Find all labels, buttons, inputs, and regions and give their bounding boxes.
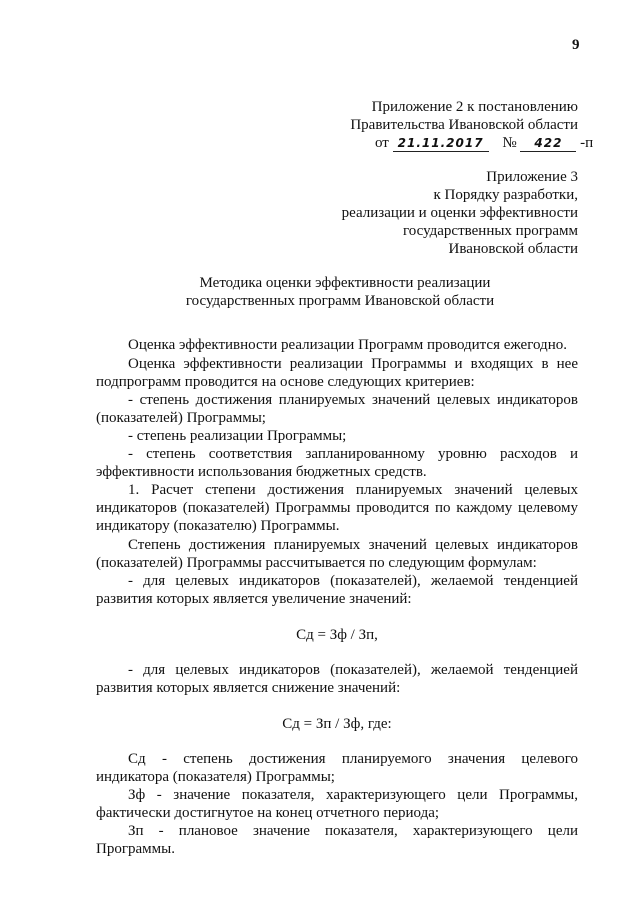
criteria-3-line-1: - степень соответствия запланированному уровню расходов и [128,446,578,462]
formula-1: Сд = Зф / Зп, [296,627,378,643]
criteria-1-line-2: (показателей) Программы; [96,410,266,426]
header-line-1: Приложение 2 к постановлению [371,99,578,115]
paragraph-2-line-2: подпрограмм проводится на основе следующих критериев: [96,374,475,390]
section-1-line-3: индикатору (показателю) Программы. [96,518,340,534]
appendix-line-1: Приложение 3 [486,169,578,185]
definition-sd-line-1: Сд - степень достижения планируемого значения целевого [128,751,578,767]
handwritten-date: 21.11.2017 [393,136,489,152]
paragraph-9-line-1: - для целевых индикаторов (показателей), желаемой тенденцией [128,662,578,678]
criteria-1-line-1: - степень достижения планируемых значений целевых индикаторов [128,392,578,408]
paragraph-2-line-1: Оценка эффективности реализации Программы и входящих в нее [128,356,578,372]
definition-zp-line-2: Программы. [96,841,175,857]
number-suffix: -п [580,135,594,151]
paragraph-7-line-2: (показателей) Программы рассчитывается по следующим формулам: [96,555,537,571]
appendix-line-5: Ивановской области [448,241,578,257]
definition-zf-line-2: фактически достигнутое на конец отчетного периода; [96,805,440,821]
paragraph-8-line-1: - для целевых индикаторов (показателей), желаемой тенденцией [128,573,578,589]
formula-2: Сд = Зп / Зф, где: [282,716,392,732]
appendix-line-2: к Порядку разработки, [433,187,578,203]
criteria-3-line-2: эффективности использования бюджетных средств. [96,464,427,480]
section-1-line-2: индикаторов (показателей) Программы проводится по каждому целевому [96,500,578,516]
definition-zf-line-1: Зф - значение показателя, характеризующего цели Программы, [128,787,578,803]
criteria-2: - степень реализации Программы; [128,428,347,444]
paragraph-7-line-1: Степень достижения планируемых значений целевых индикаторов [128,537,578,553]
definition-sd-line-2: индикатора (показателя) Программы; [96,769,335,785]
number-label: № [502,135,517,151]
section-1-line-1: 1. Расчет степени достижения планируемых значений целевых [128,482,578,498]
header-date-line [375,134,593,152]
handwritten-number: 422 [520,136,576,152]
paragraph-1: Оценка эффективности реализации Программ проводится ежегодно. [128,337,567,353]
page-number: 9 [572,37,580,53]
title-line-2: государственных программ Ивановской области [185,293,495,309]
paragraph-8-line-2: развития которых является увеличение значений: [96,591,412,607]
from-label: от [375,135,389,151]
appendix-line-3: реализации и оценки эффективности [341,205,578,221]
paragraph-9-line-2: развития которых является снижение значений: [96,680,401,696]
title-line-1: Методика оценки эффективности реализации [199,275,491,291]
appendix-line-4: государственных программ [402,223,578,239]
header-line-2: Правительства Ивановской области [350,117,578,133]
definition-zp-line-1: Зп - плановое значение показателя, характеризующего цели [128,823,578,839]
